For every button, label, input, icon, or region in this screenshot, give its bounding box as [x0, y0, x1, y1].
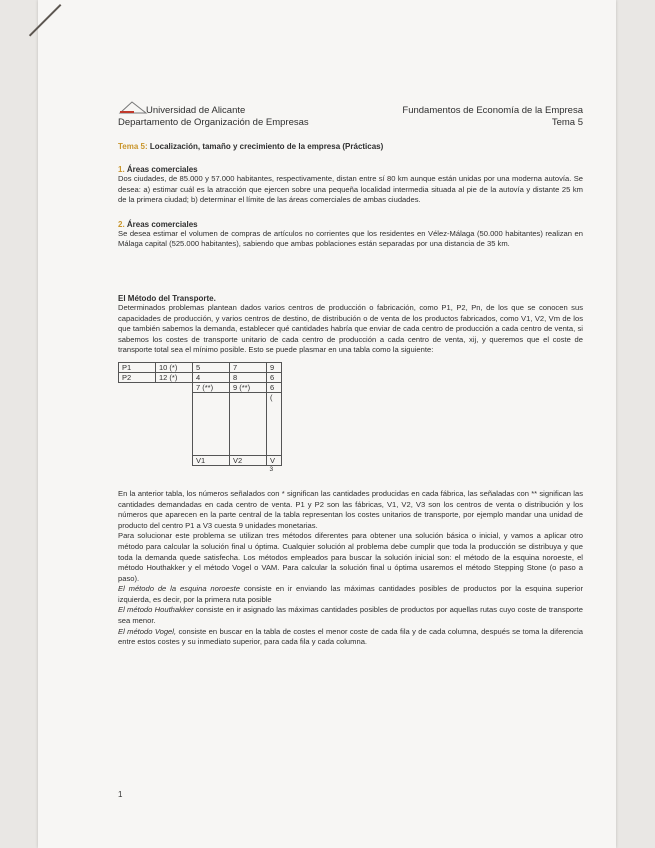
table-cell: V: [267, 455, 282, 465]
table-row: [119, 362, 282, 372]
page-content: [118, 100, 583, 648]
table-cell: 9 (**): [230, 382, 267, 392]
northwest-method-text: consiste en ir enviando las máximas cantidades posibles de productos por la esquina superior izquierda, es decir, por la primera ruta posible: [118, 584, 583, 604]
table-row: [119, 465, 282, 475]
section-1-title-text: Áreas comerciales: [124, 165, 198, 174]
section-1-title: [118, 165, 583, 174]
table-cell: V1: [193, 455, 230, 465]
table-cell: 12 (*): [156, 372, 193, 382]
table-cell: 7 (**): [193, 382, 230, 392]
houthakker-method-name: El método Houthakker: [118, 605, 194, 615]
tema-title-text: Localización, tamaño y crecimiento de la empresa (Prácticas): [147, 142, 384, 151]
table-cell: 8: [230, 372, 267, 382]
table-cell: P1: [119, 362, 156, 372]
vogel-method-text: consiste en buscar en la tabla de costes el menor coste de cada fila y de cada columna, después se toma la diferencia entre estos costes y su inmediato superior, para cada fila y cada columna.: [118, 626, 584, 647]
table-row: [119, 372, 282, 382]
page-number: 1: [118, 790, 123, 799]
university-name: Universidad de Alicante: [146, 105, 246, 116]
northwest-method-name: El método de la esquina noroeste: [118, 584, 240, 594]
table-cell: [119, 392, 156, 455]
table-cell: [230, 392, 267, 455]
houthakker-method: [118, 605, 583, 626]
table-cell: [156, 455, 193, 465]
transport-table: [118, 362, 282, 475]
table-cell: 6: [267, 372, 282, 382]
section-2-number: 2.: [118, 219, 125, 229]
table-cell: [119, 382, 156, 392]
table-cell: [156, 382, 193, 392]
table-row: [119, 382, 282, 392]
table-cell: 3: [269, 465, 274, 473]
vogel-method: [118, 627, 583, 648]
table-row: [119, 455, 282, 465]
paper-sheet: [38, 0, 616, 848]
university-logo-icon: [118, 100, 148, 114]
table-cell: 5: [193, 362, 230, 372]
table-explanation: En la anterior tabla, los números señalados con * significan las cantidades producidas en cada fábrica, las señaladas con ** significan las cantidades demandadas en cada centro de venta. P1 y P2 son las fábricas, V1, V2, V3 son los centros de venta o distribución y los números que aparecen en la parte central de la tabla representan los costes unitarios de transporte, por ejemplo mandar una unidad de producto del centro P1 a V3 cuesta 9 unidades monetarias.: [118, 488, 583, 530]
section-2-title-text: Áreas comerciales: [124, 219, 198, 229]
tema-title: [118, 142, 583, 151]
table-cell: [156, 392, 193, 455]
houthakker-method-text: consiste en ir asignado las máximas cantidades posibles de productos por aquellas rutas cuyo coste de transporte sea menor.: [118, 605, 584, 626]
table-cell: V2: [230, 455, 267, 465]
table-row: [119, 392, 282, 455]
methods-overview: Para solucionar este problema se utilizan tres métodos diferentes para obtener una solución básica o inicial, y vamos a aplicar otro método para calcular la solución final u óptima. Cualquier solución al problema debe cumplir que toda la producción se distribuya y que toda la demanda quede satisfecha. Los métodos empleados para buscar la solución inicial son: el método de la esquina noroeste, el método Houthakker y el método Vogel o VAM. Para calcular la solución final u óptima usaremos el método Stepping Stone (o paso a paso).: [118, 531, 583, 583]
pencil-mark: [29, 4, 62, 37]
table-cell: 7: [230, 362, 267, 372]
tema-prefix: Tema 5:: [118, 142, 148, 151]
method-title: El Método del Transporte.: [118, 293, 216, 303]
table-cell: 9: [267, 362, 282, 372]
section-1-number: 1.: [118, 165, 125, 174]
table-cell: [119, 455, 156, 465]
table-cell: P2: [119, 372, 156, 382]
section-2-title: [118, 220, 583, 229]
northwest-method: [118, 584, 583, 605]
vogel-method-name: El método Vogel,: [118, 626, 177, 636]
table-cell: 6: [267, 382, 282, 392]
table-cell: [193, 392, 230, 455]
department-name: Departamento de Organización de Empresas: [118, 117, 309, 128]
tema-number: Tema 5: [551, 117, 583, 128]
page-header: [118, 100, 583, 132]
table-cell: 4: [193, 372, 230, 382]
method-intro: Determinados problemas plantean dados varios centros de producción o fabricación, como P1, P2, Pn, de los que se conocen sus capacidades de producción, y varios centros de destino, de distribución o de venta de los productos fabricados, como V1, V2, Vm de los que también sabemos la demanda, establecer qué cantidades habría que enviar de cada centro de producción a cada centro de venta, si sabemos los costes de transporte unitario de cada centro de producción a cada centro de venta, xij, y queremos que el coste de transporte total sea el mínimo posible. Esto se puede plasmar en una tabla como la siguiente:: [118, 302, 583, 355]
section-1-body: Dos ciudades, de 85.000 y 57.000 habitantes, respectivamente, distan entre sí 80 km aunque están unidas por una moderna autovía. Se desea: a) estimar cuál es la atracción que ejercen sobre una pequeña localidad intermedia situada al pie de la autovía y distante 25 km de la primera ciudad; b) determinar el límite de las áreas comerciales de ambas ciudades.: [118, 174, 583, 205]
table-cell: (: [267, 392, 282, 455]
course-name: Fundamentos de Economía de la Empresa: [402, 105, 583, 116]
section-2-body: Se desea estimar el volumen de compras de artículos no corrientes que los residentes en Vélez-Málaga (50.000 habitantes) realizan en Málaga capital (525.000 habitantes), sabiendo que ambas poblaciones están separadas por una distancia de 35 km.: [118, 228, 583, 249]
table-cell: 10 (*): [156, 362, 193, 372]
